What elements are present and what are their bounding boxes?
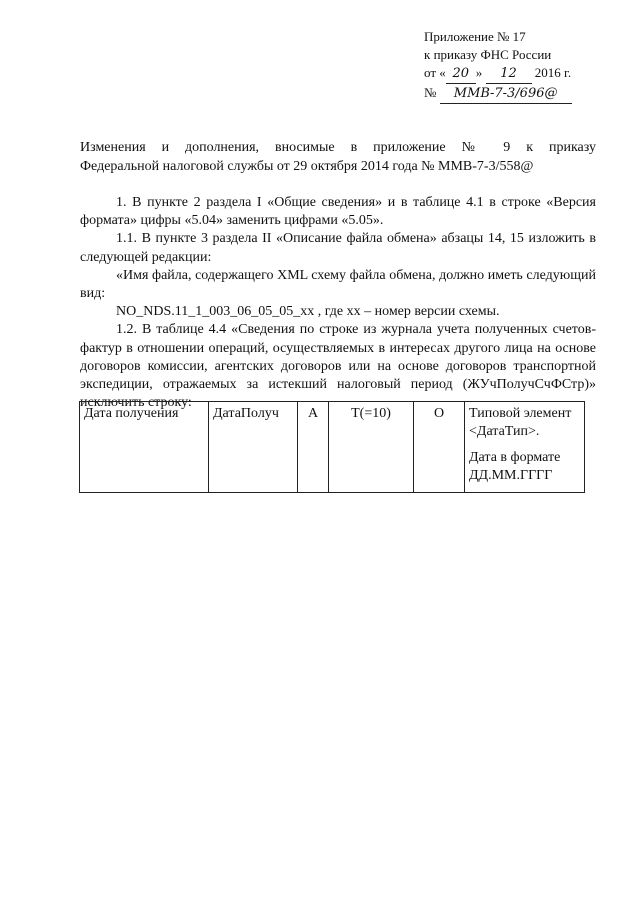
excluded-row-table xyxy=(79,401,585,493)
order-day: 20 xyxy=(446,65,476,84)
document-body xyxy=(80,194,596,412)
order-date: от « 20 » 12 2016 г. xyxy=(424,64,572,84)
table-row xyxy=(80,402,585,493)
approval-stamp xyxy=(424,28,572,104)
paragraph-1-2: 1.2. В таблице 4.4 «Сведения по строке из журнала учета полученных счетов-фактур в отношении операций, осуществляемых в интересах другого лица на основе договоров комиссии, агентских договоров или на основе договоров транспортной экспедиции, отражаемых за истекший налоговый период (ЖУчПолучСчФСтр)» исключить строку: xyxy=(80,322,596,411)
title-line-1: Изменения и дополнения, вносимые в приложение № 9 к приказу xyxy=(80,140,596,155)
order-reference: к приказу ФНС России xyxy=(424,47,552,62)
cell-obligation: О xyxy=(414,402,465,493)
paragraph-1-1: 1.1. В пункте 3 раздела II «Описание файла обмена» абзацы 14, 15 изложить в следующей редакции: xyxy=(80,231,596,265)
order-month: 12 xyxy=(486,65,532,84)
order-number: № ММВ-7-3/696@ xyxy=(424,84,572,104)
document-title xyxy=(80,138,596,176)
title-line-2: Федеральной налоговой службы от 29 октября 2014 года № ММВ-7-3/558@ xyxy=(80,159,534,174)
cell-element-name: Дата получения xyxy=(80,402,209,493)
order-number-value: ММВ-7-3/696@ xyxy=(440,85,572,104)
appendix-number: Приложение № 17 xyxy=(424,29,526,44)
paragraph-filename: NO_NDS.11_1_003_06_05_05_xx , где xx – номер версии схемы. xyxy=(116,304,500,320)
paragraph-quote: «Имя файла, содержащего XML схему файла обмена, должно иметь следующий вид: xyxy=(80,267,596,302)
cell-attribute-flag: А xyxy=(298,402,329,493)
paragraph-1: 1. В пункте 2 раздела I «Общие сведения» и в таблице 4.1 в строке «Версия формата» цифры «5.04» заменить цифрами «5.05». xyxy=(80,195,596,229)
cell-description: Типовой элемент <ДатаТип>. Дата в формате ДД.ММ.ГГГГ xyxy=(465,402,585,493)
cell-xml-name: ДатаПолуч xyxy=(209,402,298,493)
cell-type-length: Т(=10) xyxy=(329,402,414,493)
